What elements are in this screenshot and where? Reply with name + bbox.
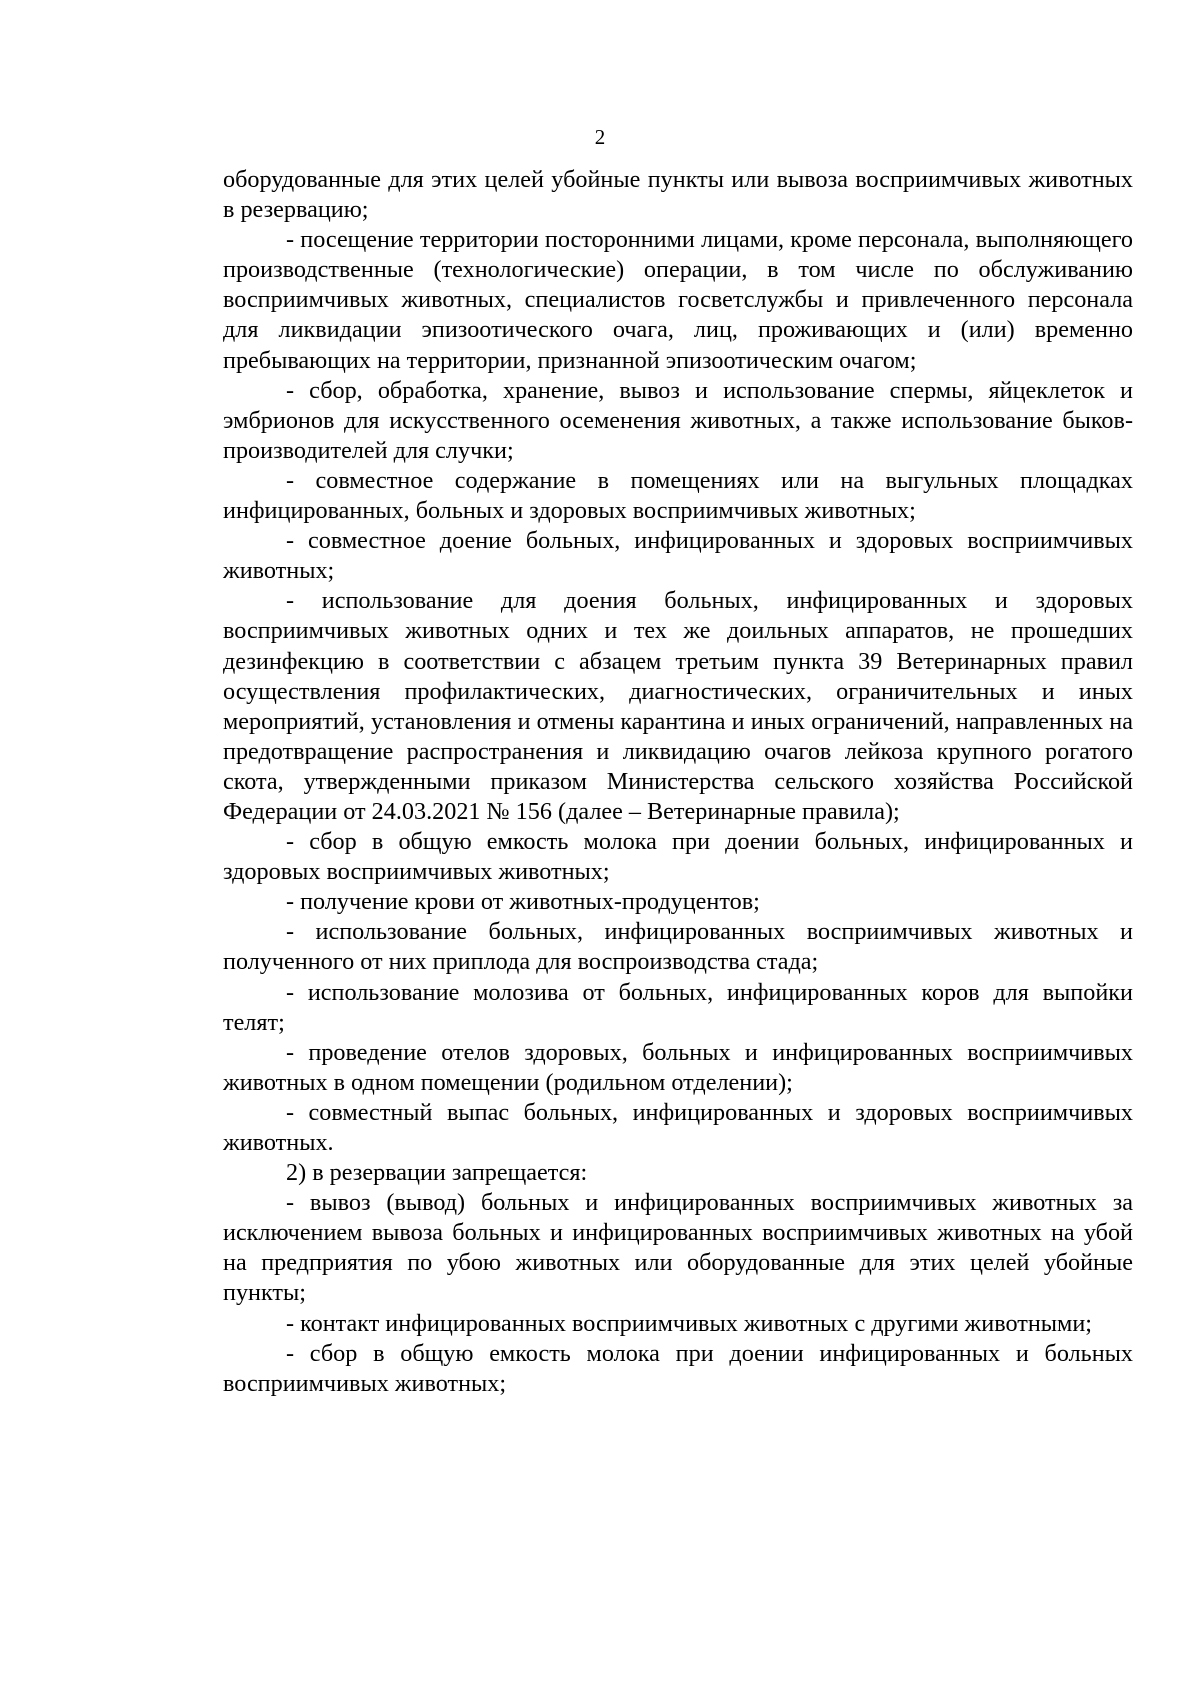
paragraph: - посещение территории посторонними лицами, кроме персонала, выполняющего производственные (технологические) операции, в том числе по обслуживанию восприимчивых животных, специалистов госветслужбы и привлеченного персонала для ликвидации эпизоотического очага, лиц, проживающих и (или) временно пребывающих на территории, признанной эпизоотическим очагом; (223, 226, 1133, 374)
paragraph: оборудованные для этих целей убойные пункты или вывоза восприимчивых животных в резервацию; (223, 166, 1133, 224)
paragraph: - совместное доение больных, инфицированных и здоровых восприимчивых животных; (223, 527, 1133, 585)
paragraph: - получение крови от животных-продуцентов; (286, 888, 760, 916)
paragraph: - сбор в общую емкость молока при доении инфицированных и больных восприимчивых животных; (223, 1339, 1133, 1397)
paragraph: - использование больных, инфицированных восприимчивых животных и полученного от них приплода для воспроизводства стада; (223, 918, 1133, 976)
paragraph: - вывоз (вывод) больных и инфицированных восприимчивых животных за исключением вывоза больных и инфицированных восприимчивых животных на убой на предприятия по убою животных или оборудованные для этих целей убойные пункты; (223, 1189, 1133, 1307)
paragraph: - проведение отелов здоровых, больных и инфицированных восприимчивых животных в одном помещении (родильном отделении); (223, 1038, 1133, 1096)
paragraph: - использование молозива от больных, инфицированных коров для выпойки телят; (223, 978, 1133, 1036)
paragraph: - контакт инфицированных восприимчивых животных с другими животными; (286, 1309, 1092, 1337)
paragraph: - сбор, обработка, хранение, вывоз и использование спермы, яйцеклеток и эмбрионов для искусственного осеменения животных, а также использование быков-производителей для случки; (223, 376, 1133, 464)
document-body (223, 165, 1133, 1399)
paragraph: - сбор в общую емкость молока при доении больных, инфицированных и здоровых восприимчивых животных; (223, 828, 1133, 886)
paragraph: - совместный выпас больных, инфицированных и здоровых восприимчивых животных. (223, 1098, 1133, 1156)
paragraph: 2) в резервации запрещается: (286, 1159, 588, 1187)
page-number: 2 (594, 125, 606, 149)
paragraph: - использование для доения больных, инфицированных и здоровых восприимчивых животных одних и тех же доильных аппаратов, не прошедших дезинфекцию в соответствии с абзацем третьим пункта 39 Ветеринарных правил осуществления профилактических, диагностических, ограничительных и иных мероприятий, установления и отмены карантина и иных ограничений, направленных на предотвращение распространения и ликвидацию очагов лейкоза крупного рогатого скота, утвержденными приказом Министерства сельского хозяйства Российской Федерации от 24.03.2021 № 156 (далее – Ветеринарные правила); (223, 587, 1133, 825)
paragraph: - совместное содержание в помещениях или на выгульных площадках инфицированных, больных и здоровых восприимчивых животных; (223, 466, 1133, 525)
